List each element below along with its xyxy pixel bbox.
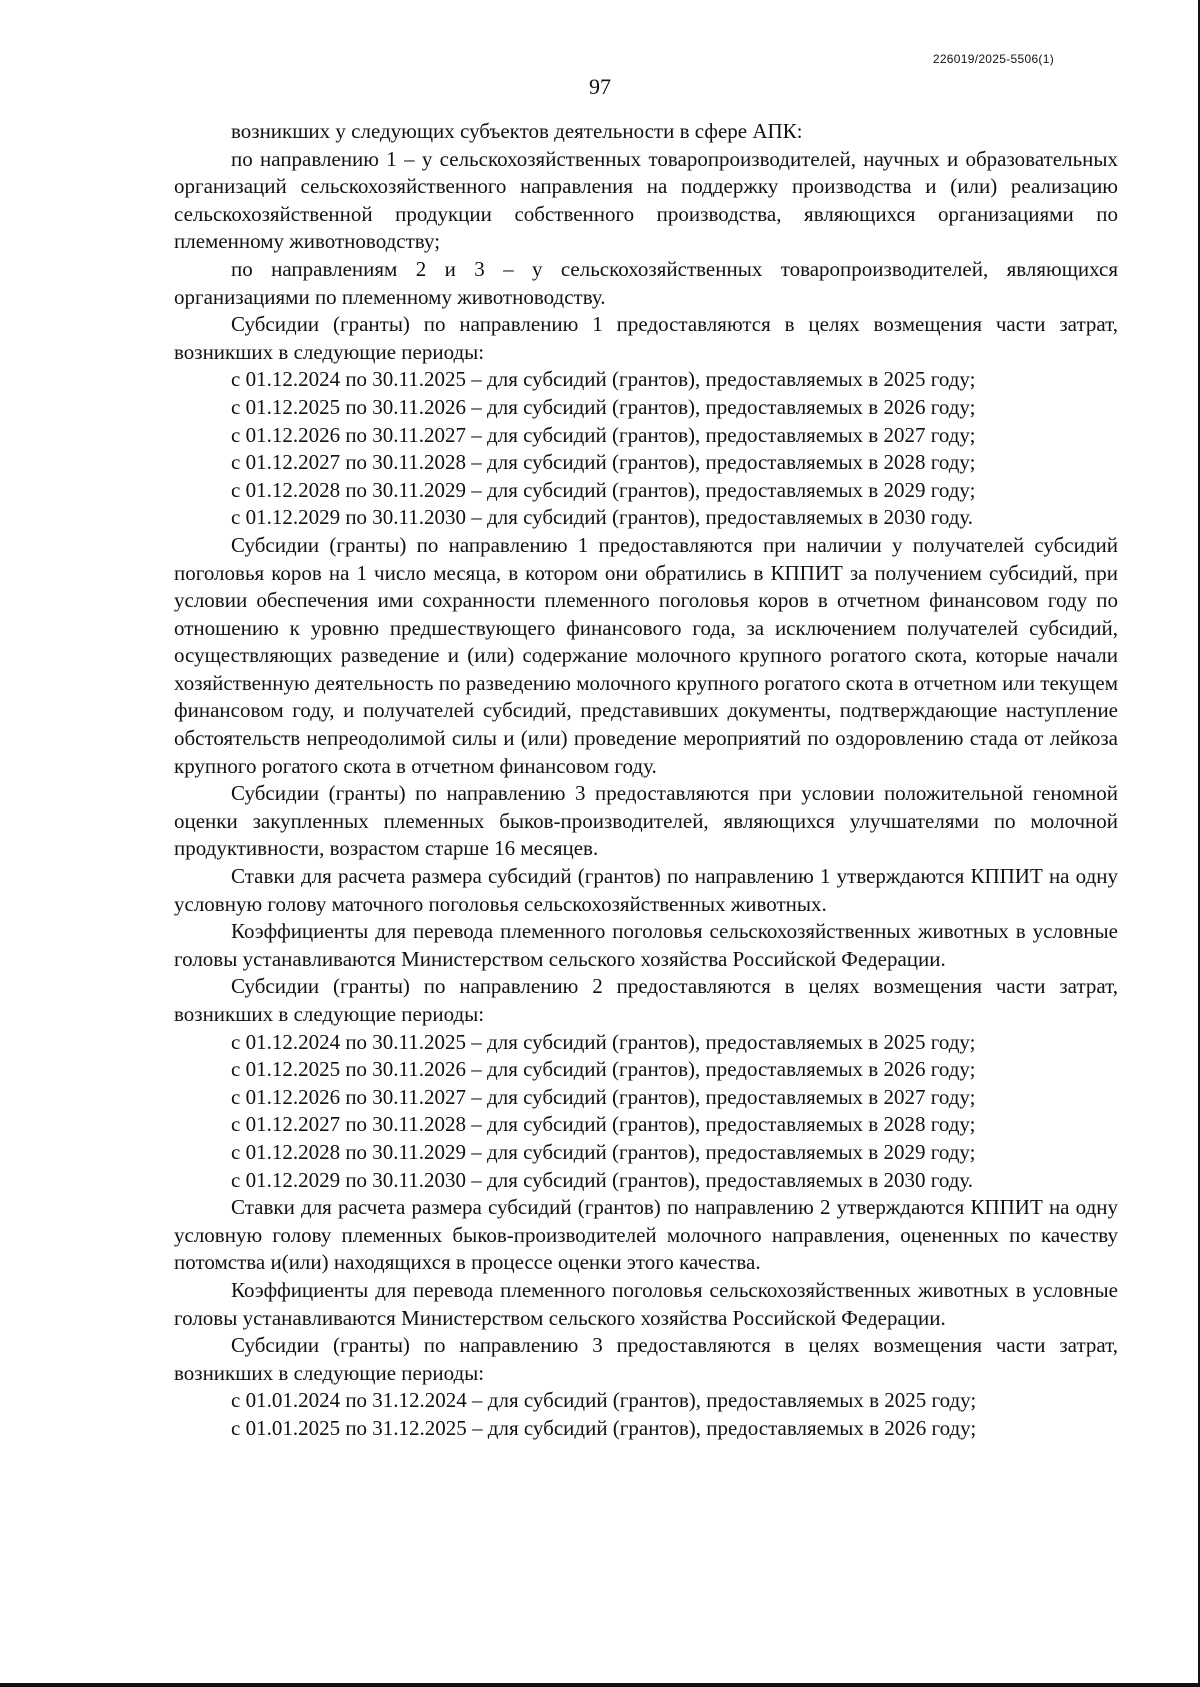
paragraph: возникших у следующих субъектов деятельности в сфере АПК: — [231, 119, 803, 143]
document-registration-id: 226019/2025-5506(1) — [932, 52, 1054, 66]
period-line: с 01.12.2029 по 30.11.2030 – для субсидий (грантов), предоставляемых в 2030 году. — [231, 1167, 974, 1192]
period-line: с 01.01.2024 по 31.12.2024 – для субсидий (грантов), предоставляемых в 2025 году; — [231, 1388, 977, 1413]
period-line: с 01.12.2025 по 30.11.2026 – для субсидий (грантов), предоставляемых в 2026 году; — [231, 394, 976, 419]
period-line: с 01.12.2026 по 30.11.2027 – для субсидий (грантов), предоставляемых в 2027 году; — [231, 1084, 976, 1109]
period-line: с 01.12.2027 по 30.11.2028 – для субсидий (грантов), предоставляемых в 2028 году; — [231, 1112, 976, 1137]
period-line: с 01.12.2026 по 30.11.2027 – для субсидий (грантов), предоставляемых в 2027 году; — [231, 422, 976, 447]
period-line: с 01.12.2024 по 30.11.2025 – для субсидий (грантов), предоставляемых в 2025 году; — [231, 367, 976, 392]
period-line: с 01.12.2027 по 30.11.2028 – для субсидий (грантов), предоставляемых в 2028 году; — [231, 450, 976, 475]
paragraph: Субсидии (гранты) по направлению 3 предоставляются при условии положительной геномной оценки закупленных племенных быков-производителей, являющихся улучшателями по молочной продуктивности, возрастом старше 16 месяцев. — [174, 781, 1118, 861]
paragraph: Субсидии (гранты) по направлению 2 предоставляются в целях возмещения части затрат, возникших в следующие периоды: — [174, 974, 1118, 1026]
paragraph: по направлению 1 – у сельскохозяйственных товаропроизводителей, научных и образовательных организаций сельскохозяйственного направления на поддержку производства и (или) реализацию сельскохозяйственной продукции собственного производства, являющихся организациями по племенному животноводству; — [174, 146, 1118, 254]
paragraph: Коэффициенты для перевода племенного поголовья сельскохозяйственных животных в условные головы устанавливаются Министерством сельского хозяйства Российской Федерации. — [174, 919, 1118, 971]
period-line: с 01.12.2028 по 30.11.2029 – для субсидий (грантов), предоставляемых в 2029 году; — [231, 477, 976, 502]
paragraph: Коэффициенты для перевода племенного поголовья сельскохозяйственных животных в условные головы устанавливаются Министерством сельского хозяйства Российской Федерации. — [174, 1277, 1118, 1330]
paragraph: по направлениям 2 и 3 – у сельскохозяйственных товаропроизводителей, являющихся организациями по племенному животноводству. — [174, 256, 1118, 309]
paragraph: Ставки для расчета размера субсидий (грантов) по направлению 1 утверждаются КППИТ на одну условную голову маточного поголовья сельскохозяйственных животных. — [174, 864, 1118, 916]
paragraph: Субсидии (гранты) по направлению 1 предоставляются в целях возмещения части затрат, возникших в следующие периоды: — [174, 312, 1118, 364]
period-line: с 01.12.2025 по 30.11.2026 – для субсидий (грантов), предоставляемых в 2026 году; — [231, 1057, 976, 1082]
period-line: с 01.12.2028 по 30.11.2029 – для субсидий (грантов), предоставляемых в 2029 году; — [231, 1139, 976, 1164]
period-line: с 01.12.2024 по 30.11.2025 – для субсидий (грантов), предоставляемых в 2025 году; — [231, 1029, 976, 1054]
paragraph: Субсидии (гранты) по направлению 1 предоставляются при наличии у получателей субсидий поголовья коров на 1 число месяца, в котором они обратились в КППИТ за получением субсидий, при условии обеспечения ими сохранности племенного поголовья коров в отчетном финансовом году по отношению к уровню предшествующего финансового года, за исключением получателей субсидий, осуществляющих разведение и (или) содержание молочного крупного рогатого скота, которые начали хозяйственную деятельность по разведению молочного крупного рогатого скота в отчетном или текущем финансовом году, и получателей субсидий, представивших документы, подтверждающие наступление обстоятельств непреодолимой силы и (или) проведение мероприятий по оздоровлению стада от лейкоза крупного рогатого скота в отчетном финансовом году. — [174, 532, 1118, 778]
page-number: 97 — [589, 74, 611, 99]
paragraph: Ставки для расчета размера субсидий (грантов) по направлению 2 утверждаются КППИТ на одну условную голову племенных быков-производителей молочного направления, оцененных по качеству потомства и(или) находящихся в процессе оценки этого качества. — [174, 1195, 1118, 1275]
document-body — [174, 118, 1118, 1443]
period-line: с 01.12.2029 по 30.11.2030 – для субсидий (грантов), предоставляемых в 2030 году. — [231, 505, 974, 530]
paragraph: Субсидии (гранты) по направлению 3 предоставляются в целях возмещения части затрат, возникших в следующие периоды: — [174, 1333, 1118, 1385]
period-line: с 01.01.2025 по 31.12.2025 – для субсидий (грантов), предоставляемых в 2026 году; — [231, 1415, 977, 1440]
page-edge-bottom — [0, 1683, 1200, 1687]
